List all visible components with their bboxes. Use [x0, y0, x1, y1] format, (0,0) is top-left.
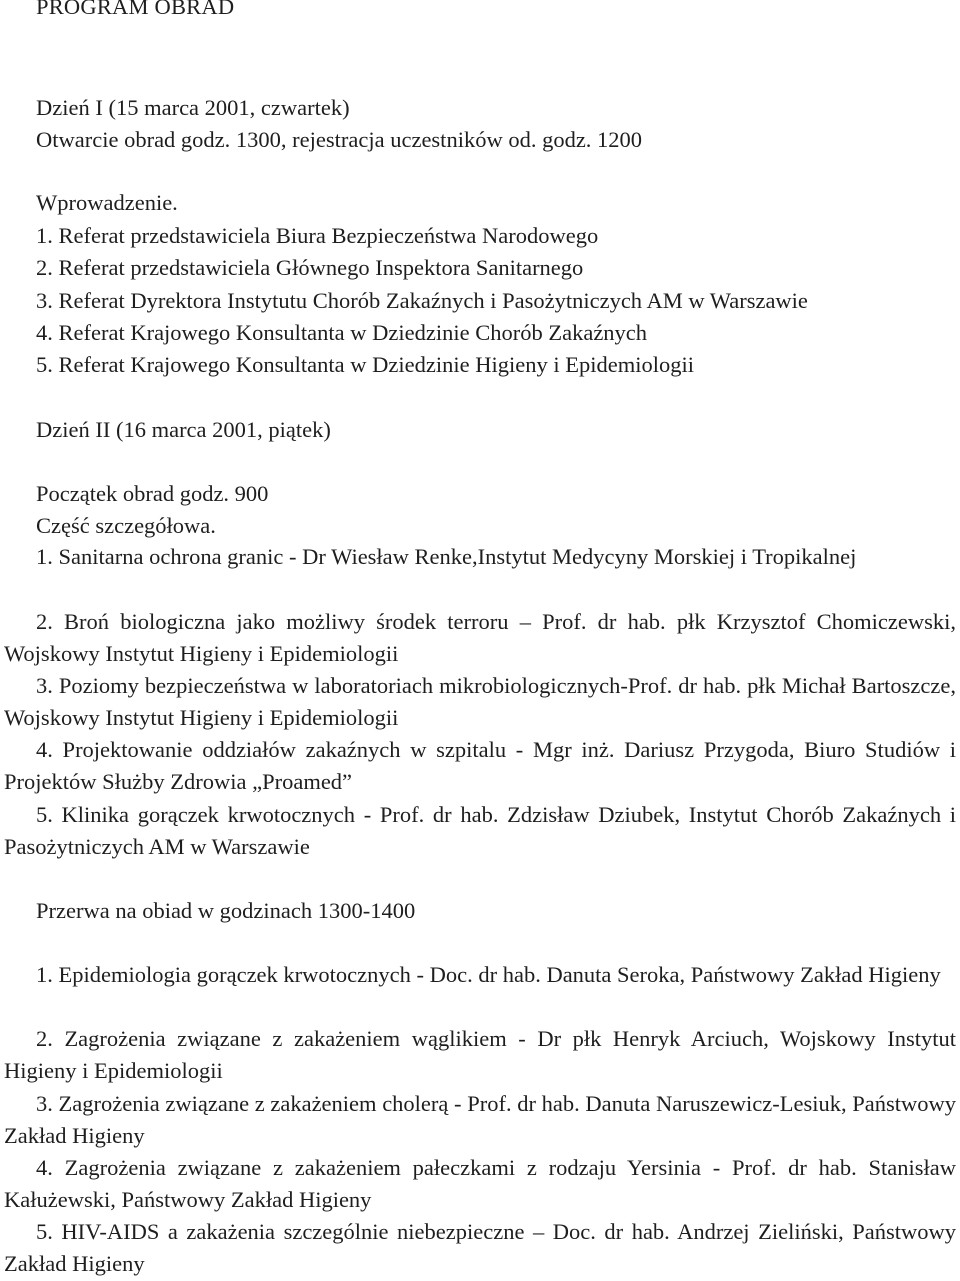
lunch-break: Przerwa na obiad w godzinach 1300-1400: [36, 898, 416, 923]
day1-item-3: 3. Referat Dyrektora Instytutu Chorób Zakaźnych i Pasożytniczych AM w Warszawie: [36, 288, 808, 313]
day2-item-4: 4. Projektowanie oddziałów zakaźnych w szpitalu - Mgr inż. Dariusz Przygoda, Biuro Studiów i Projektów Służby Zdrowia „Proamed”: [4, 737, 956, 795]
day2-after-item-3: 3. Zagrożenia związane z zakażeniem cholerą - Prof. dr hab. Danuta Naruszewicz-Lesiuk, Państwowy Zakład Higieny: [4, 1091, 956, 1149]
day2-item-2: 2. Broń biologiczna jako możliwy środek terroru – Prof. dr hab. płk Krzysztof Chomiczewski, Wojskowy Instytut Higieny i Epidemiologii: [4, 609, 956, 667]
day2-heading: Dzień II (16 marca 2001, piątek): [36, 417, 331, 442]
day1-item-2: 2. Referat przedstawiciela Głównego Inspektora Sanitarnego: [36, 255, 584, 280]
day2-item-1: 1. Sanitarna ochrona granic - Dr Wiesław Renke,Instytut Medycyny Morskiej i Tropikalnej: [36, 544, 857, 569]
day1-item-4: 4. Referat Krajowego Konsultanta w Dziedzinie Chorób Zakaźnych: [36, 320, 648, 345]
day1-item-5: 5. Referat Krajowego Konsultanta w Dziedzinie Higieny i Epidemiologii: [36, 352, 694, 377]
page-title: PROGRAM OBRAD: [36, 0, 235, 19]
day1-heading: Dzień I (15 marca 2001, czwartek): [36, 95, 350, 120]
day2-after-item-4: 4. Zagrożenia związane z zakażeniem pałeczkami z rodzaju Yersinia - Prof. dr hab. Stanisław Kałużewski, Państwowy Zakład Higieny: [4, 1155, 956, 1213]
day2-after-item-2: 2. Zagrożenia związane z zakażeniem wąglikiem - Dr płk Henryk Arciuch, Wojskowy Instytut Higieny i Epidemiologii: [4, 1026, 956, 1084]
day2-after-item-5: 5. HIV-AIDS a zakażenia szczególnie niebezpieczne – Doc. dr hab. Andrzej Zieliński, Państwowy Zakład Higieny: [4, 1219, 956, 1277]
day1-opening: Otwarcie obrad godz. 1300, rejestracja uczestników od. godz. 1200: [36, 127, 643, 152]
day1-item-1: 1. Referat przedstawiciela Biura Bezpieczeństwa Narodowego: [36, 223, 599, 248]
day2-start: Początek obrad godz. 900: [36, 481, 269, 506]
day2-item-3: 3. Poziomy bezpieczeństwa w laboratoriach mikrobiologicznych-Prof. dr hab. płk Michał Bartoszcze, Wojskowy Instytut Higieny i Epidemiologii: [4, 673, 956, 731]
day2-after-item-1: 1. Epidemiologia gorączek krwotocznych - Doc. dr hab. Danuta Seroka, Państwowy Zakład Higieny: [36, 962, 941, 987]
day2-detail: Część szczegółowa.: [36, 513, 216, 538]
day2-item-5: 5. Klinika gorączek krwotocznych - Prof. dr hab. Zdzisław Dziubek, Instytut Chorób Zakaźnych i Pasożytniczych AM w Warszawie: [4, 802, 956, 860]
day1-intro: Wprowadzenie.: [36, 190, 178, 215]
